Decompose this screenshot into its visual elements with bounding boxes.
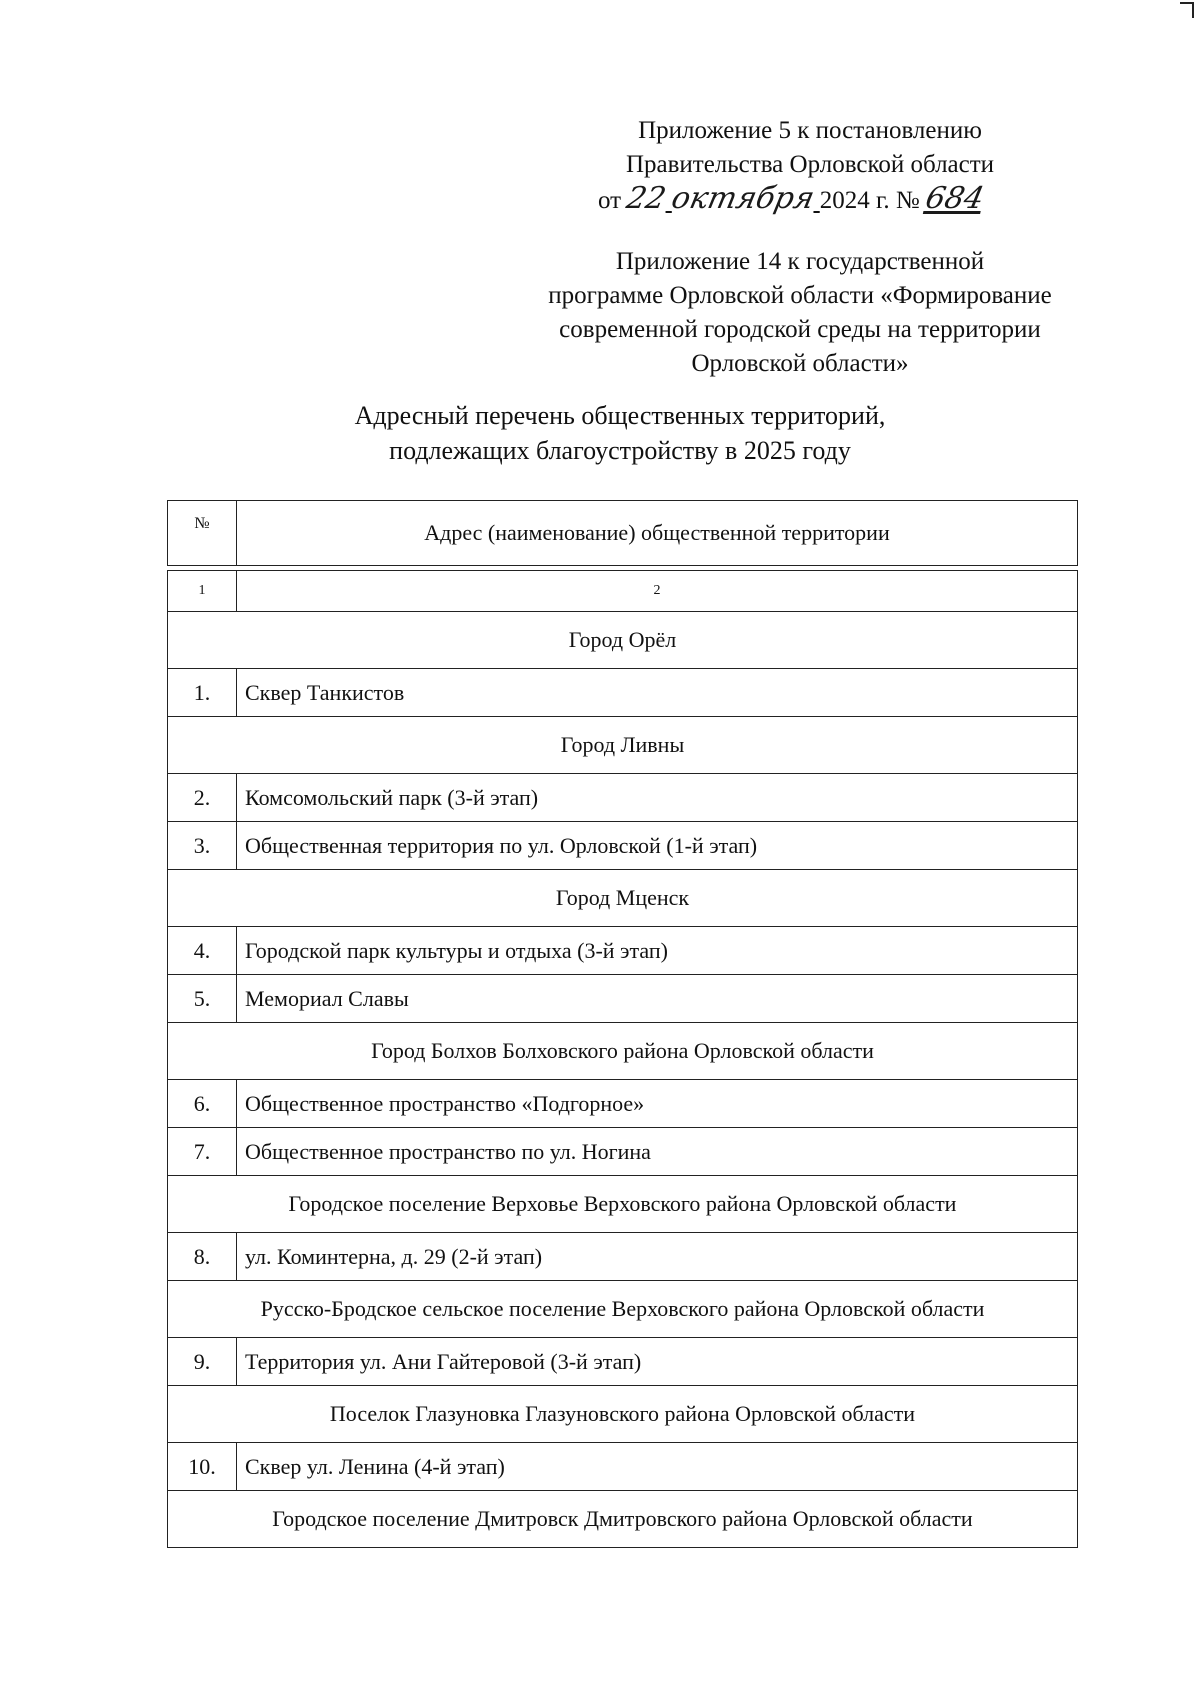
group-name: Городское поселение Дмитровск Дмитровского района Орловской области xyxy=(168,1491,1078,1548)
table-row xyxy=(168,1443,1078,1491)
appendix5-line2: Правительства Орловской области xyxy=(625,151,995,178)
date-handwritten xyxy=(623,181,819,216)
row-number: 3. xyxy=(168,822,237,870)
row-number: 5. xyxy=(168,975,237,1023)
row-number: 10. xyxy=(168,1443,237,1491)
group-row xyxy=(168,1176,1078,1233)
appendix14-header xyxy=(500,245,1100,381)
column-index-2: 2 xyxy=(237,571,1078,612)
table-row xyxy=(168,1080,1078,1128)
header-number: № xyxy=(168,501,237,566)
territories-table-wrap xyxy=(167,500,1077,1548)
column-index-1: 1 xyxy=(168,571,237,612)
title-line1: Адресный перечень общественных территорий, xyxy=(354,401,886,430)
row-number: 8. xyxy=(168,1233,237,1281)
table-row xyxy=(168,822,1078,870)
title-line2: подлежащих благоустройству в 2025 году xyxy=(389,436,851,465)
table-row xyxy=(168,1338,1078,1386)
header-address: Адрес (наименование) общественной территории xyxy=(237,501,1078,566)
appendix5-date-line xyxy=(580,182,1040,218)
row-number: 6. xyxy=(168,1080,237,1128)
appendix14-line1: Приложение 14 к государственной xyxy=(615,248,985,275)
row-address: Мемориал Славы xyxy=(237,975,1078,1023)
row-number: 4. xyxy=(168,927,237,975)
row-address: Комсомольский парк (3-й этап) xyxy=(237,774,1078,822)
column-index-row xyxy=(168,571,1078,612)
row-number: 2. xyxy=(168,774,237,822)
appendix5-header xyxy=(580,114,1040,218)
row-number: 7. xyxy=(168,1128,237,1176)
table-body xyxy=(168,612,1078,1548)
group-row xyxy=(168,1023,1078,1080)
group-row xyxy=(168,870,1078,927)
group-name: Русско-Бродское сельское поселение Верховского района Орловской области xyxy=(168,1281,1078,1338)
table-row xyxy=(168,1233,1078,1281)
territories-table xyxy=(167,500,1078,1548)
row-address: Общественная территория по ул. Орловской (1-й этап) xyxy=(237,822,1078,870)
group-name: Городское поселение Верховье Верховского района Орловской области xyxy=(168,1176,1078,1233)
group-row xyxy=(168,1386,1078,1443)
date-year: 2024 г. № xyxy=(819,187,920,214)
table-header-row xyxy=(168,501,1078,566)
row-address: Сквер ул. Ленина (4-й этап) xyxy=(237,1443,1078,1491)
group-name: Город Мценск xyxy=(168,870,1078,927)
group-name: Город Ливны xyxy=(168,717,1078,774)
document-title xyxy=(300,398,940,468)
table-row xyxy=(168,774,1078,822)
row-address: Городской парк культуры и отдыха (3-й этап) xyxy=(237,927,1078,975)
doc-number: 684 xyxy=(922,181,988,216)
row-address: Территория ул. Ани Гайтеровой (3-й этап) xyxy=(237,1338,1078,1386)
group-name: Город Болхов Болховского района Орловской области xyxy=(168,1023,1078,1080)
appendix14-line4: Орловской области» xyxy=(691,350,909,377)
date-prefix: от xyxy=(598,187,622,214)
table-row xyxy=(168,975,1078,1023)
appendix5-line1: Приложение 5 к постановлению xyxy=(638,117,982,144)
row-address: Сквер Танкистов xyxy=(237,669,1078,717)
table-row xyxy=(168,669,1078,717)
row-address: Общественное пространство «Подгорное» xyxy=(237,1080,1078,1128)
row-number: 9. xyxy=(168,1338,237,1386)
row-number: 1. xyxy=(168,669,237,717)
table-row xyxy=(168,1128,1078,1176)
appendix14-line2: программе Орловской области «Формирование xyxy=(548,282,1052,309)
group-row xyxy=(168,717,1078,774)
date-day: 22 xyxy=(623,181,670,216)
table-row xyxy=(168,927,1078,975)
corner-crop-mark xyxy=(1180,2,1194,18)
date-month: октября xyxy=(668,181,818,216)
group-name: Поселок Глазуновка Глазуновского района Орловской области xyxy=(168,1386,1078,1443)
appendix14-line3: современной городской среды на территории xyxy=(559,316,1041,343)
group-row xyxy=(168,612,1078,669)
row-address: Общественное пространство по ул. Ногина xyxy=(237,1128,1078,1176)
group-name: Город Орёл xyxy=(168,612,1078,669)
group-row xyxy=(168,1491,1078,1548)
group-row xyxy=(168,1281,1078,1338)
row-address: ул. Коминтерна, д. 29 (2-й этап) xyxy=(237,1233,1078,1281)
